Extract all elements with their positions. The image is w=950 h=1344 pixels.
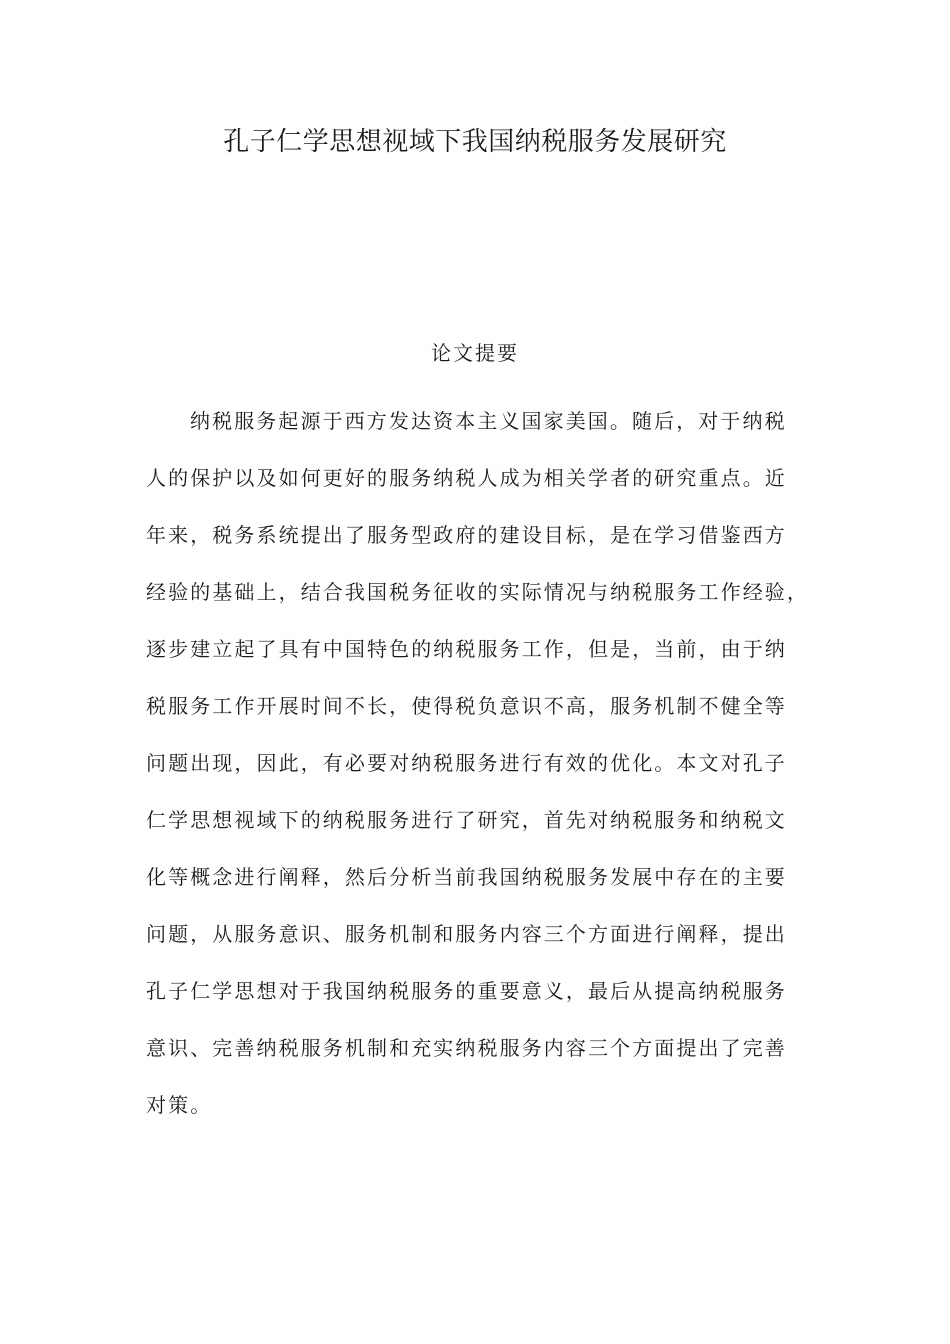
abstract-line: 仁学思想视域下的纳税服务进行了研究，首先对纳税服务和纳税文 <box>146 808 787 832</box>
abstract-line: 纳税服务起源于西方发达资本主义国家美国。随后，对于纳税 <box>190 409 787 433</box>
abstract-line: 孔子仁学思想对于我国纳税服务的重要意义，最后从提高纳税服务 <box>146 979 787 1003</box>
abstract-line: 问题，从服务意识、服务机制和服务内容三个方面进行阐释，提出 <box>146 922 787 946</box>
abstract-line: 经验的基础上，结合我国税务征收的实际情况与纳税服务工作经验， <box>146 580 809 604</box>
abstract-line: 逐步建立起了具有中国特色的纳税服务工作，但是，当前，由于纳 <box>146 637 787 661</box>
abstract-line: 化等概念进行阐释，然后分析当前我国纳税服务发展中存在的主要 <box>146 865 787 889</box>
abstract-line: 税服务工作开展时间不长，使得税负意识不高，服务机制不健全等 <box>146 694 787 718</box>
abstract-line: 意识、完善纳税服务机制和充实纳税服务内容三个方面提出了完善 <box>146 1036 787 1060</box>
abstract-paragraph <box>146 400 809 1141</box>
abstract-line: 对策。 <box>146 1093 213 1117</box>
abstract-line: 问题出现，因此，有必要对纳税服务进行有效的优化。本文对孔子 <box>146 751 787 775</box>
abstract-line: 人的保护以及如何更好的服务纳税人成为相关学者的研究重点。近 <box>146 466 787 490</box>
abstract-heading: 论文提要 <box>431 341 519 365</box>
document-title: 孔子仁学思想视域下我国纳税服务发展研究 <box>223 127 727 157</box>
abstract-line: 年来，税务系统提出了服务型政府的建设目标，是在学习借鉴西方 <box>146 523 787 547</box>
